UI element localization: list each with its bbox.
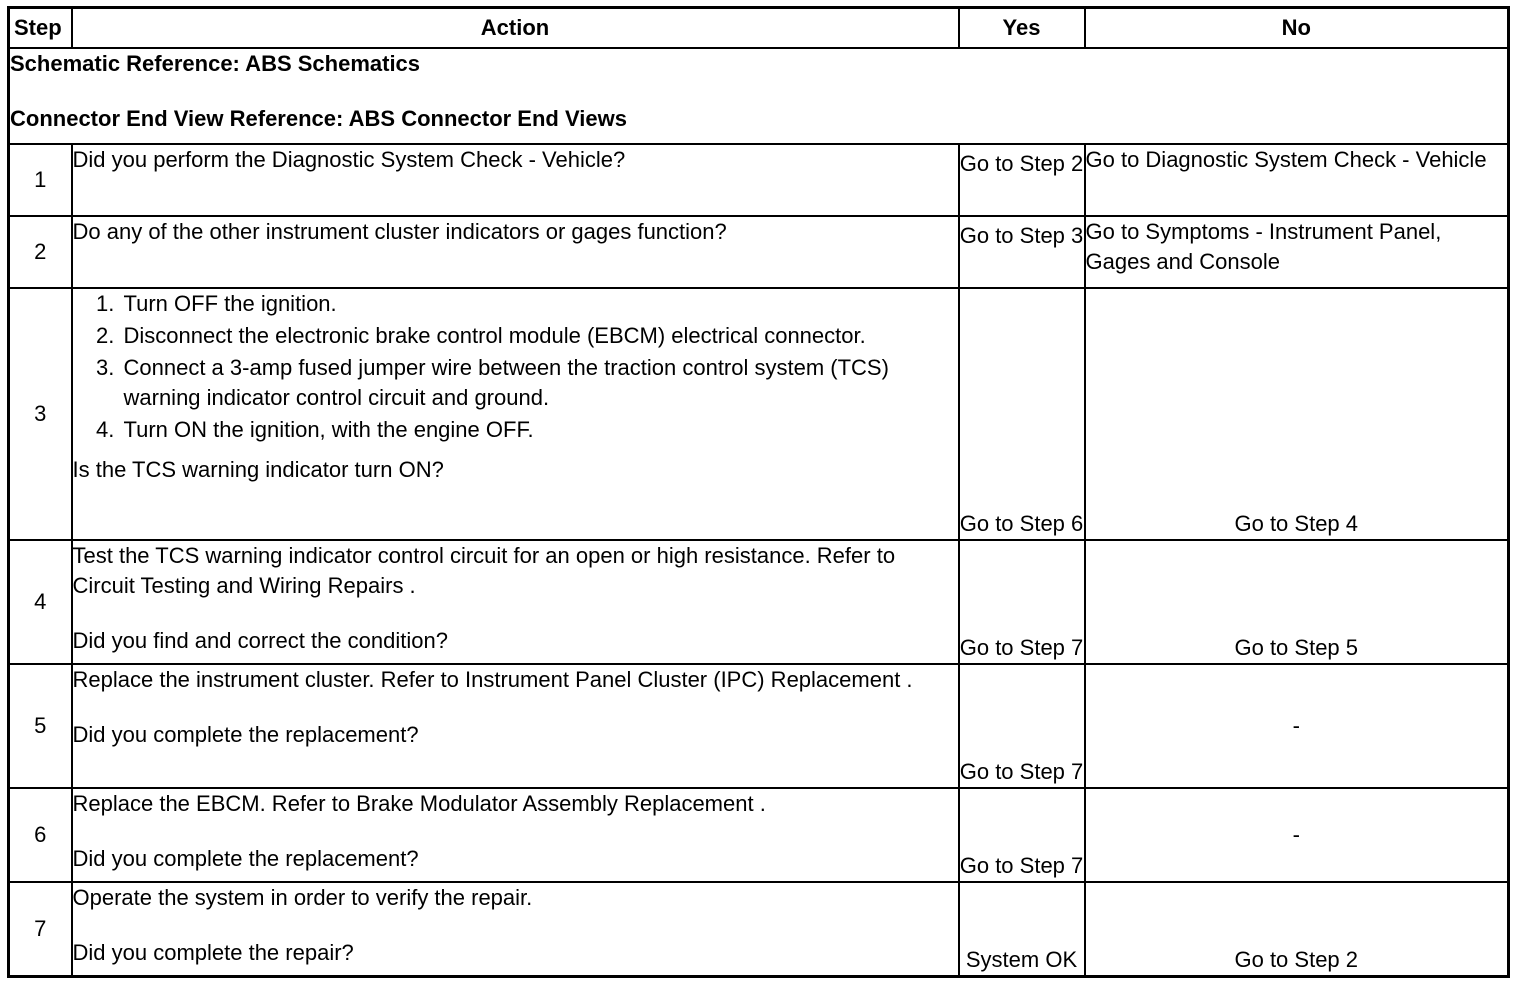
- reference-row: [9, 48, 1509, 144]
- reference-cell: [9, 48, 1509, 144]
- list-item: 4. Turn ON the ignition, with the engine OFF.: [121, 415, 958, 445]
- action-cell: [72, 788, 959, 882]
- action-cell: [72, 882, 959, 977]
- header-no: No: [1085, 8, 1509, 49]
- diagnostic-table: [7, 6, 1510, 978]
- list-item: 2. Disconnect the electronic brake control module (EBCM) electrical connector.: [121, 321, 958, 351]
- yes-result: Go to Step 7: [959, 788, 1085, 882]
- step-number: 6: [9, 788, 72, 882]
- table-row: [9, 882, 1509, 977]
- action-text: Do any of the other instrument cluster indicators or gages function?: [72, 216, 959, 288]
- table-row: [9, 788, 1509, 882]
- yes-result: Go to Step 7: [959, 540, 1085, 664]
- question-text: Did you complete the replacement?: [72, 846, 419, 871]
- step-number: 5: [9, 664, 72, 788]
- no-result: Go to Step 2: [1085, 882, 1509, 977]
- table-row: [9, 540, 1509, 664]
- list-item: 3. Connect a 3-amp fused jumper wire between the traction control system (TCS) warning indicator control circuit and ground.: [121, 353, 958, 413]
- table-row: [9, 664, 1509, 788]
- question-text: Did you complete the replacement?: [72, 722, 419, 747]
- no-result: Go to Step 5: [1085, 540, 1509, 664]
- action-text: Replace the EBCM. Refer to Brake Modulator Assembly Replacement .: [72, 791, 766, 816]
- table-row: [9, 144, 1509, 216]
- step-number: 2: [9, 216, 72, 288]
- no-result: -: [1085, 788, 1509, 882]
- yes-result: System OK: [959, 882, 1085, 977]
- yes-result: Go to Step 2: [959, 144, 1085, 216]
- question-text: Did you find and correct the condition?: [72, 628, 448, 653]
- action-cell: [72, 288, 959, 540]
- procedure-list: [73, 289, 958, 445]
- question-text: Did you complete the repair?: [72, 940, 354, 965]
- header-yes: Yes: [959, 8, 1085, 49]
- no-result: Go to Diagnostic System Check - Vehicle: [1085, 144, 1509, 216]
- question-text: Is the TCS warning indicator turn ON?: [72, 457, 444, 482]
- action-text: Did you perform the Diagnostic System Check - Vehicle?: [72, 144, 959, 216]
- step-number: 1: [9, 144, 72, 216]
- yes-result: Go to Step 7: [959, 664, 1085, 788]
- header-step: Step: [9, 8, 72, 49]
- no-result: Go to Step 4: [1085, 288, 1509, 540]
- step-number: 3: [9, 288, 72, 540]
- action-text: Test the TCS warning indicator control circuit for an open or high resistance. Refer to Circuit Testing and Wiring Repairs .: [72, 543, 896, 598]
- list-item: 1. Turn OFF the ignition.: [121, 289, 958, 319]
- action-cell: [72, 540, 959, 664]
- table-row: [9, 216, 1509, 288]
- step-number: 4: [9, 540, 72, 664]
- header-action: Action: [72, 8, 959, 49]
- action-cell: [72, 664, 959, 788]
- no-result: Go to Symptoms - Instrument Panel, Gages and Console: [1085, 216, 1509, 288]
- table-row: [9, 288, 1509, 540]
- step-number: 7: [9, 882, 72, 977]
- yes-result: Go to Step 6: [959, 288, 1085, 540]
- yes-result: Go to Step 3: [959, 216, 1085, 288]
- connector-reference: Connector End View Reference: ABS Connector End Views: [10, 106, 627, 131]
- header-row: [9, 8, 1509, 49]
- action-text: Operate the system in order to verify the repair.: [72, 885, 533, 910]
- no-result: -: [1085, 664, 1509, 788]
- action-text: Replace the instrument cluster. Refer to Instrument Panel Cluster (IPC) Replacement .: [72, 667, 913, 692]
- schematic-reference: Schematic Reference: ABS Schematics: [10, 51, 421, 76]
